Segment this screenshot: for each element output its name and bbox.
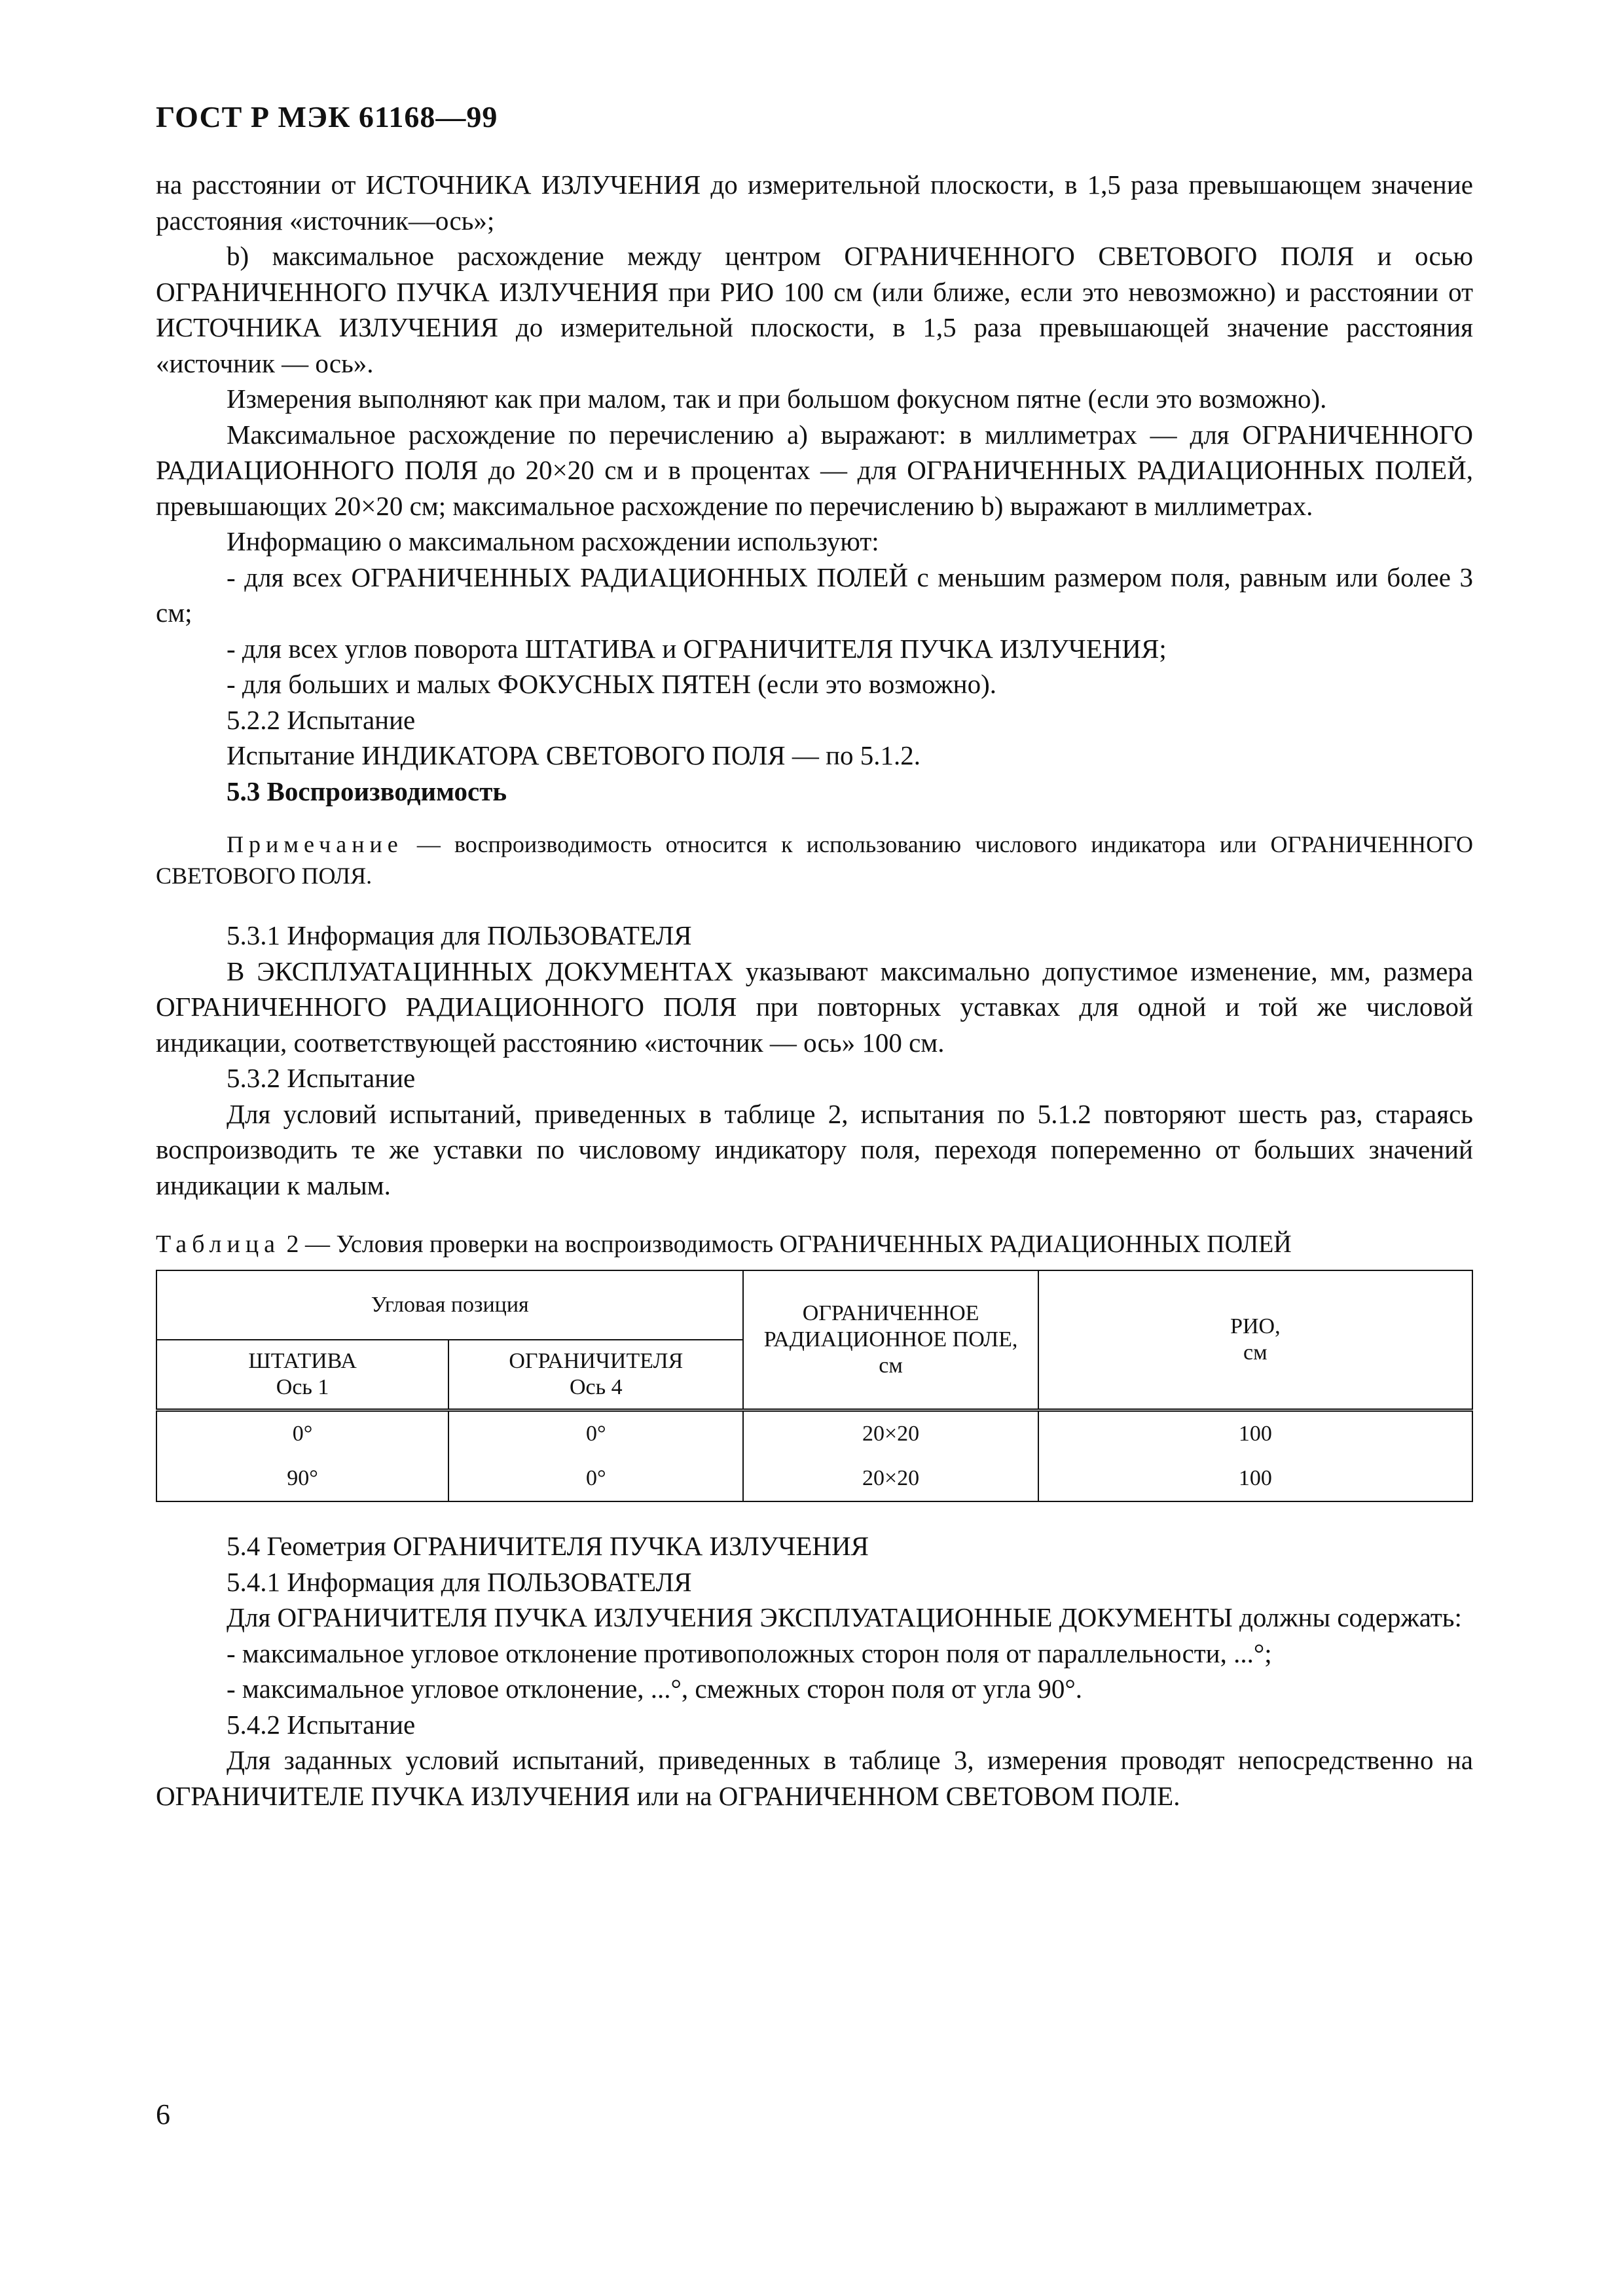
header-text: РИО, [1230, 1314, 1281, 1338]
table-caption-text: 2 — Условия проверки на воспроизводимость ОГРАНИЧЕННЫХ РАДИАЦИОННЫХ ПОЛЕЙ [280, 1230, 1292, 1258]
paragraph: Для ОГРАНИЧИТЕЛЯ ПУЧКА ИЗЛУЧЕНИЯ ЭКСПЛУАТАЦИОННЫЕ ДОКУМЕНТЫ должны содержать: [227, 1602, 1462, 1632]
table-cell: 20×20 [743, 1410, 1038, 1457]
paragraph: Испытание ИНДИКАТОРА СВЕТОВОГО ПОЛЯ — по 5.1.2. [227, 740, 921, 770]
paragraph: b) максимальное расхождение между центром ОГРАНИЧЕННОГО СВЕТОВОГО ПОЛЯ и осью ОГРАНИЧЕННОГО ПУЧКА ИЗЛУЧЕНИЯ при РИО 100 см (или ближе, если это невозможно) и расстоянии от ИСТОЧНИКА ИЗЛУЧЕНИЯ до измерительной плоскости, в 1,5 раза превышающей значение расстояния «источник — ось». [156, 241, 1473, 378]
table-caption [156, 1228, 1473, 1261]
table-cell: 90° [156, 1456, 448, 1501]
table-cell: 0° [448, 1410, 743, 1457]
list-item: - максимальное угловое отклонение, ...°, смежных сторон поля от угла 90°. [227, 1674, 1082, 1704]
header-text: Ось 1 [276, 1375, 329, 1399]
page-content [156, 167, 1473, 1814]
note [156, 829, 1473, 891]
table-header-stand [156, 1340, 448, 1410]
note-text: — воспроизводимость относится к использованию числового индикатора или ОГРАНИЧЕННОГО СВЕТОВОГО ПОЛЯ. [156, 831, 1473, 889]
document-header: ГОСТ Р МЭК 61168—99 [156, 100, 498, 134]
paragraph: Информацию о максимальном расхождении используют: [227, 526, 879, 556]
table-row [156, 1410, 1472, 1457]
header-text: ШТАТИВА [248, 1349, 357, 1373]
page-number: 6 [156, 2098, 170, 2130]
table-group-header: Угловая позиция [156, 1270, 743, 1340]
table-cell: 100 [1038, 1410, 1472, 1457]
table-header-limiter [448, 1340, 743, 1410]
paragraph: Максимальное расхождение по перечислению а) выражают: в миллиметрах — для ОГРАНИЧЕННОГО РАДИАЦИОННОГО ПОЛЯ до 20×20 см и в процентах — для ОГРАНИЧЕННЫХ РАДИАЦИОННЫХ ПОЛЕЙ, превышающих 20×20 см; максимальное расхождение по перечислению b) выражают в миллиметрах. [156, 419, 1473, 521]
header-text: Ось 4 [570, 1375, 623, 1399]
section-heading: 5.3 Воспроизводимость [227, 776, 507, 806]
list-item: - для больших и малых ФОКУСНЫХ ПЯТЕН (если это возможно). [227, 669, 997, 699]
section-heading: 5.3.1 Информация для ПОЛЬЗОВАТЕЛЯ [227, 920, 692, 950]
section-heading: 5.2.2 Испытание [227, 704, 416, 735]
table-caption-label: Таблица [156, 1230, 281, 1258]
paragraph: В ЭКСПЛУАТАЦИННЫХ ДОКУМЕНТАХ указывают максимально допустимое изменение, мм, размера ОГРАНИЧЕННОГО РАДИАЦИОННОГО ПОЛЯ при повторных уставках для одной и той же числовой индикации, соответствующей расстоянию «источник — ось» 100 см. [156, 956, 1473, 1058]
paragraph: на расстоянии от ИСТОЧНИКА ИЗЛУЧЕНИЯ до измерительной плоскости, в 1,5 раза превышающем значение расстояния «источник—ось»; [156, 170, 1473, 236]
table-cell: 0° [448, 1456, 743, 1501]
header-text: ОГРАНИЧИТЕЛЯ [509, 1349, 684, 1373]
paragraph: Для заданных условий испытаний, приведенных в таблице 3, измерения проводят непосредственно на ОГРАНИЧИТЕЛЕ ПУЧКА ИЗЛУЧЕНИЯ или на ОГРАНИЧЕННОМ СВЕТОВОМ ПОЛЕ. [156, 1745, 1473, 1811]
paragraph: Измерения выполняют как при малом, так и при большом фокусном пятне (если это возможно). [227, 384, 1327, 414]
section-heading: 5.3.2 Испытание [227, 1063, 416, 1093]
table-header-rio [1038, 1270, 1472, 1410]
list-item: - максимальное угловое отклонение противоположных сторон поля от параллельности, ...°; [227, 1638, 1272, 1668]
table-cell: 20×20 [743, 1456, 1038, 1501]
section-heading: 5.4.1 Информация для ПОЛЬЗОВАТЕЛЯ [227, 1566, 692, 1597]
header-text: см [1243, 1340, 1267, 1365]
header-text: РАДИАЦИОННОЕ ПОЛЕ, [763, 1327, 1018, 1352]
table-header-field [743, 1270, 1038, 1410]
list-item: - для всех ОГРАНИЧЕННЫХ РАДИАЦИОННЫХ ПОЛЕЙ с меньшим размером поля, равным или более 3 см; [156, 562, 1473, 628]
table-2 [156, 1270, 1473, 1502]
section-heading: 5.4 Геометрия ОГРАНИЧИТЕЛЯ ПУЧКА ИЗЛУЧЕНИЯ [227, 1531, 869, 1561]
note-label: Примечание [227, 831, 403, 857]
section-heading: 5.4.2 Испытание [227, 1709, 416, 1740]
table-row [156, 1456, 1472, 1501]
table-cell: 100 [1038, 1456, 1472, 1501]
header-text: см [879, 1354, 903, 1378]
paragraph: Для условий испытаний, приведенных в таблице 2, испытания по 5.1.2 повторяют шесть раз, стараясь воспроизводить те же уставки по числовому индикатору поля, переходя попеременно от больших значений индикации к малым. [156, 1098, 1473, 1200]
table-cell: 0° [156, 1410, 448, 1457]
list-item: - для всех углов поворота ШТАТИВА и ОГРАНИЧИТЕЛЯ ПУЧКА ИЗЛУЧЕНИЯ; [227, 633, 1167, 664]
header-text: ОГРАНИЧЕННОЕ [802, 1301, 979, 1325]
